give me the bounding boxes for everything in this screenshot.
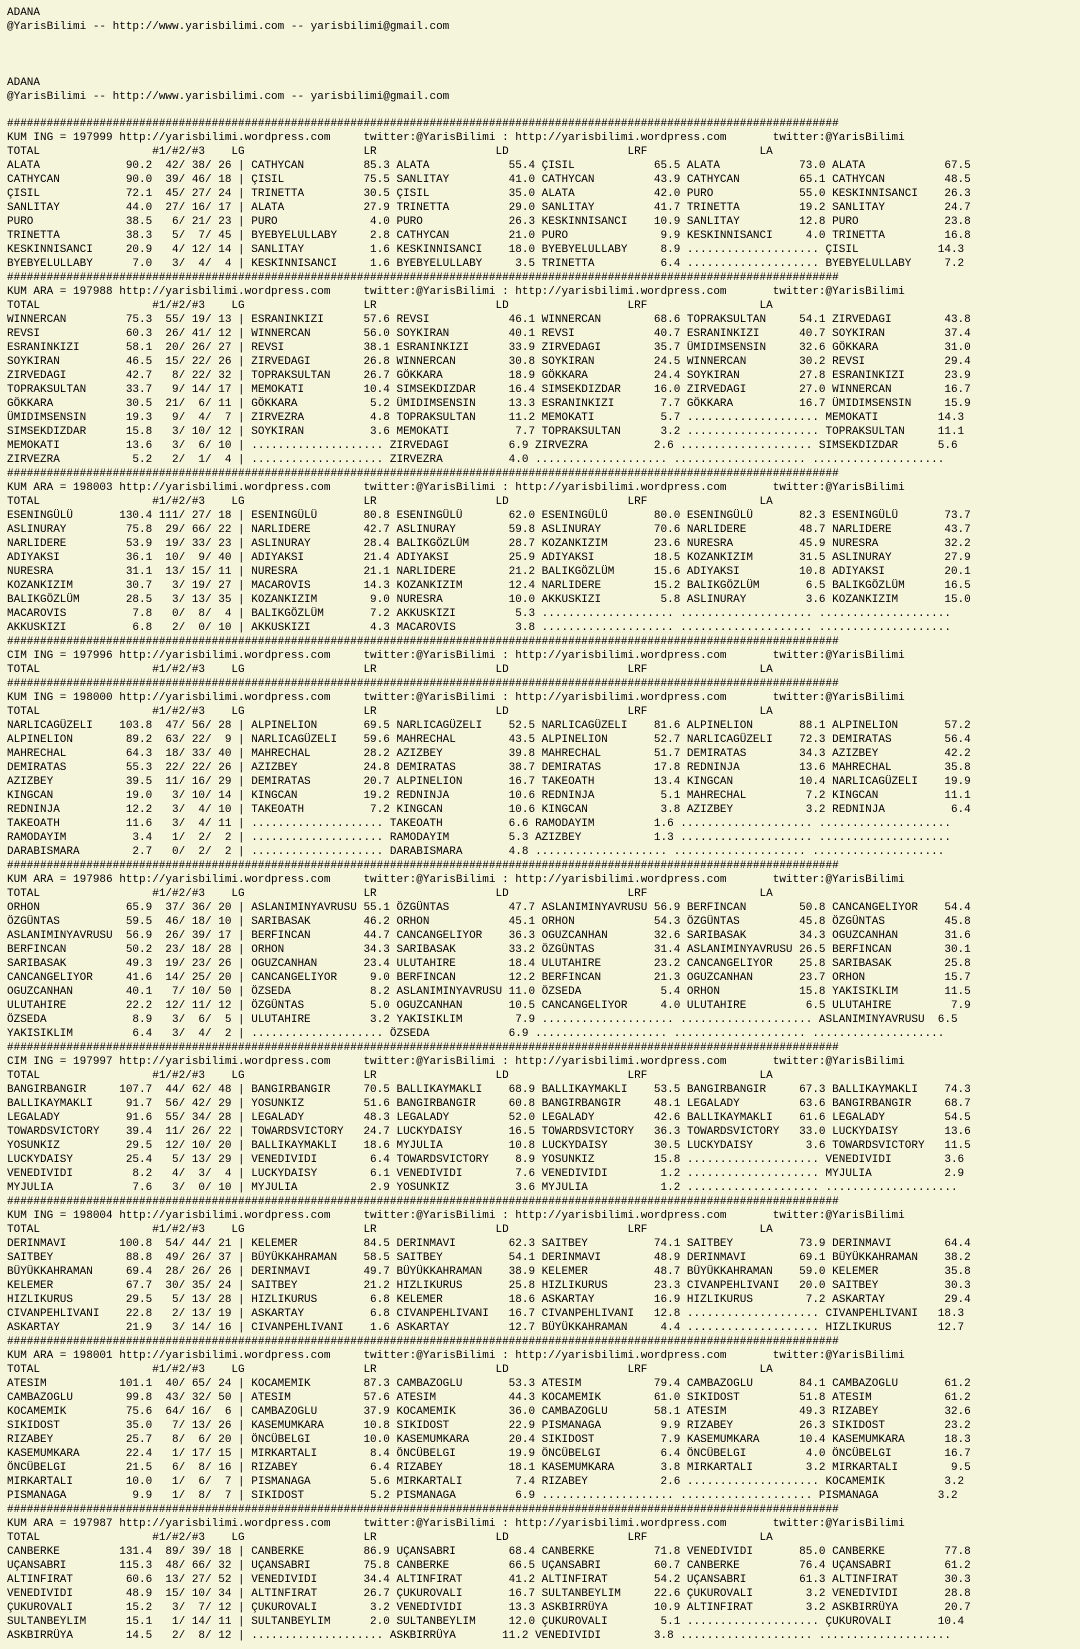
horse-row: DERINMAVI 100.8 54/ 44/ 21 | KELEMER 84.5 DERINMAVI 62.3 SAITBEY 74.1 SAITBEY 73.9 DERINMAVI 64.4 bbox=[7, 1238, 971, 1250]
page-header-repeat bbox=[7, 76, 449, 104]
page-title-repeat: ADANA bbox=[7, 77, 41, 89]
column-header: TOTAL #1/#2/#3 LG LR LD LRF LA bbox=[7, 664, 773, 676]
horse-row: ASLINURAY 75.8 29/ 66/ 22 | NARLIDERE 42.7 ASLINURAY 59.8 ASLINURAY 70.6 NARLIDERE 48.7 NARLIDERE 43.7 bbox=[7, 524, 971, 536]
section-divider: ############################################################################################################################## bbox=[7, 860, 839, 872]
horse-row: AKKUSKIZI 6.8 2/ 0/ 10 | AKKUSKIZI 4.3 MACAROVIS 3.8 .................... .................... .................... bbox=[7, 622, 951, 634]
section-divider: ############################################################################################################################## bbox=[7, 118, 839, 130]
horse-row: ESENINGÜLÜ 130.4 111/ 27/ 18 | ESENINGÜLÜ 80.8 ESENINGÜLÜ 62.0 ESENINGÜLÜ 80.0 ESENINGÜLÜ 82.3 ESENINGÜLÜ 73.7 bbox=[7, 510, 971, 522]
horse-row: KOZANKIZIM 30.7 3/ 19/ 27 | MACAROVIS 14.3 KOZANKIZIM 12.4 NARLIDERE 15.2 BALIKGÖZLÜM 6.5 BALIKGÖZLÜM 16.5 bbox=[7, 580, 971, 592]
section-divider: ############################################################################################################################## bbox=[7, 678, 839, 690]
horse-row: ORHON 65.9 37/ 36/ 20 | ASLANIMINYAVRUSU 55.1 ÖZGÜNTAS 47.7 ASLANIMINYAVRUSU 56.9 BERFINCAN 50.8 CANCANGELIYOR 54.4 bbox=[7, 902, 971, 914]
horse-row: ÖNCÜBELGI 21.5 6/ 8/ 16 | RIZABEY 6.4 RIZABEY 18.1 KASEMUMKARA 3.8 MIRKARTALI 3.2 MIRKARTALI 9.5 bbox=[7, 1462, 971, 1474]
horse-row: NARLICAGÜZELI 103.8 47/ 56/ 28 | ALPINELION 69.5 NARLICAGÜZELI 52.5 NARLICAGÜZELI 81.6 ALPINELION 88.1 ALPINELION 57.2 bbox=[7, 720, 971, 732]
horse-row: BANGIRBANGIR 107.7 44/ 62/ 48 | BANGIRBANGIR 70.5 BALLIKAYMAKLI 68.9 BALLIKAYMAKLI 53.5 BANGIRBANGIR 67.3 BALLIKAYMAKLI 74.3 bbox=[7, 1084, 971, 1096]
horse-row: ADIYAKSI 36.1 10/ 9/ 40 | ADIYAKSI 21.4 ADIYAKSI 25.9 ADIYAKSI 18.5 KOZANKIZIM 31.5 ASLINURAY 27.9 bbox=[7, 552, 971, 564]
section-divider: ############################################################################################################################## bbox=[7, 468, 839, 480]
horse-row: BERFINCAN 50.2 23/ 18/ 28 | ORHON 34.3 SARIBASAK 33.2 ÖZGÜNTAS 31.4 ASLANIMINYAVRUSU 26.5 BERFINCAN 30.1 bbox=[7, 944, 971, 956]
horse-row: CATHYCAN 90.0 39/ 46/ 18 | ÇISIL 75.5 SANLITAY 41.0 CATHYCAN 43.9 CATHYCAN 65.1 CATHYCAN 48.5 bbox=[7, 174, 971, 186]
section-divider: ############################################################################################################################## bbox=[7, 1336, 839, 1348]
horse-row: KINGCAN 19.0 3/ 10/ 14 | KINGCAN 19.2 REDNINJA 10.6 REDNINJA 5.1 MAHRECHAL 7.2 KINGCAN 11.1 bbox=[7, 790, 971, 802]
horse-row: VENEDIVIDI 48.9 15/ 10/ 34 | ALTINFIRAT 26.7 ÇUKUROVALI 16.7 SULTANBEYLIM 22.6 ÇUKUROVALI 3.2 VENEDIVIDI 28.8 bbox=[7, 1588, 971, 1600]
horse-row: RIZABEY 25.7 8/ 6/ 20 | ÖNCÜBELGI 10.0 KASEMUMKARA 20.4 SIKIDOST 7.9 KASEMUMKARA 10.4 KASEMUMKARA 18.3 bbox=[7, 1434, 971, 1446]
horse-row: ASKARTAY 21.9 3/ 14/ 16 | CIVANPEHLIVANI 1.6 ASKARTAY 12.7 BÜYÜKKAHRAMAN 4.4 .................... HIZLIKURUS 12.7 bbox=[7, 1322, 965, 1334]
column-header: TOTAL #1/#2/#3 LG LR LD LRF LA bbox=[7, 1532, 773, 1544]
horse-row: ÖZGÜNTAS 59.5 46/ 18/ 10 | SARIBASAK 46.2 ORHON 45.1 ORHON 54.3 ÖZGÜNTAS 45.8 ÖZGÜNTAS 45.8 bbox=[7, 916, 971, 928]
horse-row: ÜMIDIMSENSIN 19.3 9/ 4/ 7 | ZIRVEZRA 4.8 TOPRAKSULTAN 11.2 MEMOKATI 5.7 .................... MEMOKATI 14.3 bbox=[7, 412, 965, 424]
horse-row: SANLITAY 44.0 27/ 16/ 17 | ALATA 27.9 TRINETTA 29.0 SANLITAY 41.7 TRINETTA 19.2 SANLITAY 24.7 bbox=[7, 202, 971, 214]
horse-row: YAKISIKLIM 6.4 3/ 4/ 2 | .................... ÖZSEDA 6.9 .................... .................... .................... bbox=[7, 1028, 945, 1040]
horse-row: ASKBIRRÜYA 14.5 2/ 8/ 12 | .................... ASKBIRRÜYA 11.2 VENEDIVIDI 3.8 .................... .................... bbox=[7, 1630, 951, 1642]
horse-row: CANBERKE 131.4 89/ 39/ 18 | CANBERKE 86.9 UÇANSABRI 68.4 CANBERKE 71.8 VENEDIVIDI 85.0 CANBERKE 77.8 bbox=[7, 1546, 971, 1558]
horse-row: ATESIM 101.1 40/ 65/ 24 | KOCAMEMIK 87.3 CAMBAZOGLU 53.3 ATESIM 79.4 CAMBAZOGLU 84.1 CAMBAZOGLU 61.2 bbox=[7, 1378, 971, 1390]
horse-row: WINNERCAN 75.3 55/ 19/ 13 | ESRANINKIZI 57.6 REVSI 46.1 WINNERCAN 68.6 TOPRAKSULTAN 54.1 ZIRVEDAGI 43.8 bbox=[7, 314, 971, 326]
column-header: TOTAL #1/#2/#3 LG LR LD LRF LA bbox=[7, 1364, 773, 1376]
race-header: KUM ARA = 197987 http://yarisbilimi.wordpress.com twitter:@YarisBilimi : http://yarisbilimi.wordpress.com twitter:@YarisBilimi bbox=[7, 1518, 905, 1530]
horse-row: GÖKKARA 30.5 21/ 6/ 11 | GÖKKARA 5.2 ÜMIDIMSENSIN 13.3 ESRANINKIZI 7.7 GÖKKARA 16.7 ÜMIDIMSENSIN 15.9 bbox=[7, 398, 971, 410]
horse-row: UÇANSABRI 115.3 48/ 66/ 32 | UÇANSABRI 75.8 CANBERKE 66.5 UÇANSABRI 60.7 CANBERKE 76.4 UÇANSABRI 61.2 bbox=[7, 1560, 971, 1572]
horse-row: SARIBASAK 49.3 19/ 23/ 26 | OGUZCANHAN 23.4 ULUTAHIRE 18.4 ULUTAHIRE 23.2 CANCANGELIYOR 25.8 SARIBASAK 25.8 bbox=[7, 958, 971, 970]
race-stats-report bbox=[7, 117, 971, 1643]
race-header: CIM ING = 197996 http://yarisbilimi.wordpress.com twitter:@YarisBilimi : http://yarisbilimi.wordpress.com twitter:@YarisBilimi bbox=[7, 650, 905, 662]
race-header: KUM ARA = 198003 http://yarisbilimi.wordpress.com twitter:@YarisBilimi : http://yarisbilimi.wordpress.com twitter:@YarisBilimi bbox=[7, 482, 905, 494]
horse-row: NURESRA 31.1 13/ 15/ 11 | NURESRA 21.1 NARLIDERE 21.2 BALIKGÖZLÜM 15.6 ADIYAKSI 10.8 ADIYAKSI 20.1 bbox=[7, 566, 971, 578]
horse-row: ULUTAHIRE 22.2 12/ 11/ 12 | ÖZGÜNTAS 5.0 OGUZCANHAN 10.5 CANCANGELIYOR 4.0 ULUTAHIRE 6.5 ULUTAHIRE 7.9 bbox=[7, 1000, 971, 1012]
horse-row: CAMBAZOGLU 99.8 43/ 32/ 50 | ATESIM 57.6 ATESIM 44.3 KOCAMEMIK 61.0 SIKIDOST 51.8 ATESIM 61.2 bbox=[7, 1392, 971, 1404]
horse-row: SIKIDOST 35.0 7/ 13/ 26 | KASEMUMKARA 10.8 SIKIDOST 22.9 PISMANAGA 9.9 RIZABEY 26.3 SIKIDOST 23.2 bbox=[7, 1420, 971, 1432]
horse-row: OGUZCANHAN 40.1 7/ 10/ 50 | ÖZSEDA 8.2 ASLANIMINYAVRUSU 11.0 ÖZSEDA 5.4 ORHON 15.8 YAKISIKLIM 11.5 bbox=[7, 986, 971, 998]
horse-row: MAHRECHAL 64.3 18/ 33/ 40 | MAHRECHAL 28.2 AZIZBEY 39.8 MAHRECHAL 51.7 DEMIRATAS 34.3 AZIZBEY 42.2 bbox=[7, 748, 971, 760]
horse-row: SIMSEKDIZDAR 15.8 3/ 10/ 12 | SOYKIRAN 3.6 MEMOKATI 7.7 TOPRAKSULTAN 3.2 .................... TOPRAKSULTAN 11.1 bbox=[7, 426, 965, 438]
horse-row: ALATA 90.2 42/ 38/ 26 | CATHYCAN 85.3 ALATA 55.4 ÇISIL 65.5 ALATA 73.0 ALATA 67.5 bbox=[7, 160, 971, 172]
horse-row: NARLIDERE 53.9 19/ 33/ 23 | ASLINURAY 28.4 BALIKGÖZLÜM 28.7 KOZANKIZIM 23.6 NURESRA 45.9 NURESRA 32.2 bbox=[7, 538, 971, 550]
horse-row: TOPRAKSULTAN 33.7 9/ 14/ 17 | MEMOKATI 10.4 SIMSEKDIZDAR 16.4 SIMSEKDIZDAR 16.0 ZIRVEDAGI 27.0 WINNERCAN 16.7 bbox=[7, 384, 971, 396]
horse-row: TRINETTA 38.3 5/ 7/ 45 | BYEBYELULLABY 2.8 CATHYCAN 21.0 PURO 9.9 KESKINNISANCI 4.0 TRINETTA 16.8 bbox=[7, 230, 971, 242]
horse-row: ESRANINKIZI 58.1 20/ 26/ 27 | REVSI 38.1 ESRANINKIZI 33.9 ZIRVEDAGI 35.7 ÜMIDIMSENSIN 32.6 GÖKKARA 31.0 bbox=[7, 342, 971, 354]
horse-row: PURO 38.5 6/ 21/ 23 | PURO 4.0 PURO 26.3 KESKINNISANCI 10.9 SANLITAY 12.8 PURO 23.8 bbox=[7, 216, 971, 228]
column-header: TOTAL #1/#2/#3 LG LR LD LRF LA bbox=[7, 1070, 773, 1082]
section-divider: ############################################################################################################################## bbox=[7, 1504, 839, 1516]
horse-row: KESKINNISANCI 20.9 4/ 12/ 14 | SANLITAY 1.6 KESKINNISANCI 18.0 BYEBYELULLABY 8.9 .................... ÇISIL 14.3 bbox=[7, 244, 965, 256]
horse-row: RAMODAYIM 3.4 1/ 2/ 2 | .................... RAMODAYIM 5.3 AZIZBEY 1.3 .................... .................... bbox=[7, 832, 951, 844]
horse-row: ALPINELION 89.2 63/ 22/ 9 | NARLICAGÜZELI 59.6 MAHRECHAL 43.5 ALPINELION 52.7 NARLICAGÜZELI 72.3 DEMIRATAS 56.4 bbox=[7, 734, 971, 746]
race-header: KUM ING = 197999 http://yarisbilimi.wordpress.com twitter:@YarisBilimi : http://yarisbilimi.wordpress.com twitter:@YarisBilimi bbox=[7, 132, 905, 144]
horse-row: CANCANGELIYOR 41.6 14/ 25/ 20 | CANCANGELIYOR 9.0 BERFINCAN 12.2 BERFINCAN 21.3 OGUZCANHAN 23.7 ORHON 15.7 bbox=[7, 972, 971, 984]
page-title: ADANA bbox=[7, 7, 41, 19]
horse-row: ZIRVEZRA 5.2 2/ 1/ 4 | .................... ZIRVEZRA 4.0 .................... .................... .................... bbox=[7, 454, 945, 466]
horse-row: DEMIRATAS 55.3 22/ 22/ 26 | AZIZBEY 24.8 DEMIRATAS 38.7 DEMIRATAS 17.8 REDNINJA 13.6 MAHRECHAL 35.8 bbox=[7, 762, 971, 774]
horse-row: REDNINJA 12.2 3/ 4/ 10 | TAKEOATH 7.2 KINGCAN 10.6 KINGCAN 3.8 AZIZBEY 3.2 REDNINJA 6.4 bbox=[7, 804, 971, 816]
horse-row: AZIZBEY 39.5 11/ 16/ 29 | DEMIRATAS 20.7 ALPINELION 16.7 TAKEOATH 13.4 KINGCAN 10.4 NARLICAGÜZELI 19.9 bbox=[7, 776, 971, 788]
horse-row: TAKEOATH 11.6 3/ 4/ 11 | .................... TAKEOATH 6.6 RAMODAYIM 1.6 .................... .................... bbox=[7, 818, 951, 830]
horse-row: SAITBEY 88.8 49/ 26/ 37 | BÜYÜKKAHRAMAN 58.5 SAITBEY 54.1 DERINMAVI 48.9 DERINMAVI 69.1 BÜYÜKKAHRAMAN 38.2 bbox=[7, 1252, 971, 1264]
horse-row: LUCKYDAISY 25.4 5/ 13/ 29 | VENEDIVIDI 6.4 TOWARDSVICTORY 8.9 YOSUNKIZ 15.8 .................... VENEDIVIDI 3.6 bbox=[7, 1154, 965, 1166]
horse-row: BYEBYELULLABY 7.0 3/ 4/ 4 | KESKINNISANCI 1.6 BYEBYELULLABY 3.5 TRINETTA 6.4 .................... BYEBYELULLABY 7.2 bbox=[7, 258, 965, 270]
horse-row: MEMOKATI 13.6 3/ 6/ 10 | .................... ZIRVEDAGI 6.9 ZIRVEZRA 2.6 .................... SIMSEKDIZDAR 5.6 bbox=[7, 440, 958, 452]
section-divider: ############################################################################################################################## bbox=[7, 272, 839, 284]
horse-row: BALIKGÖZLÜM 28.5 3/ 13/ 35 | KOZANKIZIM 9.0 NURESRA 10.0 AKKUSKIZI 5.8 ASLINURAY 3.6 KOZANKIZIM 15.0 bbox=[7, 594, 971, 606]
column-header: TOTAL #1/#2/#3 LG LR LD LRF LA bbox=[7, 1224, 773, 1236]
horse-row: HIZLIKURUS 29.5 5/ 13/ 28 | HIZLIKURUS 6.8 KELEMER 18.6 ASKARTAY 16.9 HIZLIKURUS 7.2 ASKARTAY 29.4 bbox=[7, 1294, 971, 1306]
horse-row: MACAROVIS 7.8 0/ 8/ 4 | BALIKGÖZLÜM 7.2 AKKUSKIZI 5.3 .................... .................... .................... bbox=[7, 608, 951, 620]
horse-row: ÇUKUROVALI 15.2 3/ 7/ 12 | ÇUKUROVALI 3.2 VENEDIVIDI 13.3 ASKBIRRÜYA 10.9 ALTINFIRAT 3.2 ASKBIRRÜYA 20.7 bbox=[7, 1602, 971, 1614]
horse-row: REVSI 60.3 26/ 41/ 12 | WINNERCAN 56.0 SOYKIRAN 40.1 REVSI 40.7 ESRANINKIZI 40.7 SOYKIRAN 37.4 bbox=[7, 328, 971, 340]
column-header: TOTAL #1/#2/#3 LG LR LD LRF LA bbox=[7, 496, 773, 508]
column-header: TOTAL #1/#2/#3 LG LR LD LRF LA bbox=[7, 706, 773, 718]
horse-row: KOCAMEMIK 75.6 64/ 16/ 6 | CAMBAZOGLU 37.9 KOCAMEMIK 36.0 CAMBAZOGLU 58.1 ATESIM 49.3 RIZABEY 32.6 bbox=[7, 1406, 971, 1418]
race-header: KUM ARA = 197986 http://yarisbilimi.wordpress.com twitter:@YarisBilimi : http://yarisbilimi.wordpress.com twitter:@YarisBilimi bbox=[7, 874, 905, 886]
race-header: CIM ING = 197997 http://yarisbilimi.wordpress.com twitter:@YarisBilimi : http://yarisbilimi.wordpress.com twitter:@YarisBilimi bbox=[7, 1056, 905, 1068]
race-header: KUM ING = 198000 http://yarisbilimi.wordpress.com twitter:@YarisBilimi : http://yarisbilimi.wordpress.com twitter:@YarisBilimi bbox=[7, 692, 905, 704]
horse-row: ZIRVEDAGI 42.7 8/ 22/ 32 | TOPRAKSULTAN 26.7 GÖKKARA 18.9 GÖKKARA 24.4 SOYKIRAN 27.8 ESRANINKIZI 23.9 bbox=[7, 370, 971, 382]
horse-row: LEGALADY 91.6 55/ 34/ 28 | LEGALADY 48.3 LEGALADY 52.0 LEGALADY 42.6 BALLIKAYMAKLI 61.6 LEGALADY 54.5 bbox=[7, 1112, 971, 1124]
horse-row: ÖZSEDA 8.9 3/ 6/ 5 | ULUTAHIRE 3.2 YAKISIKLIM 7.9 .................... .................... ASLANIMINYAVRUSU 6.5 bbox=[7, 1014, 958, 1026]
horse-row: KELEMER 67.7 30/ 35/ 24 | SAITBEY 21.2 HIZLIKURUS 25.8 HIZLIKURUS 23.3 CIVANPEHLIVANI 20.0 SAITBEY 30.3 bbox=[7, 1280, 971, 1292]
horse-row: SOYKIRAN 46.5 15/ 22/ 26 | ZIRVEDAGI 26.8 WINNERCAN 30.8 SOYKIRAN 24.5 WINNERCAN 30.2 REVSI 29.4 bbox=[7, 356, 971, 368]
column-header: TOTAL #1/#2/#3 LG LR LD LRF LA bbox=[7, 146, 773, 158]
horse-row: PISMANAGA 9.9 1/ 8/ 7 | SIKIDOST 5.2 PISMANAGA 6.9 .................... .................... PISMANAGA 3.2 bbox=[7, 1490, 958, 1502]
horse-row: BALLIKAYMAKLI 91.7 56/ 42/ 29 | YOSUNKIZ 51.6 BANGIRBANGIR 60.8 BANGIRBANGIR 48.1 LEGALADY 63.6 BANGIRBANGIR 68.7 bbox=[7, 1098, 971, 1110]
horse-row: ASLANIMINYAVRUSU 56.9 26/ 39/ 17 | BERFINCAN 44.7 CANCANGELIYOR 36.3 OGUZCANHAN 32.6 SARIBASAK 34.3 OGUZCANHAN 31.6 bbox=[7, 930, 971, 942]
contact-line: @YarisBilimi -- http://www.yarisbilimi.com -- yarisbilimi@gmail.com bbox=[7, 21, 450, 33]
horse-row: KASEMUMKARA 22.4 1/ 17/ 15 | MIRKARTALI 8.4 ÖNCÜBELGI 19.9 ÖNCÜBELGI 6.4 ÖNCÜBELGI 4.0 ÖNCÜBELGI 16.7 bbox=[7, 1448, 971, 1460]
race-header: KUM ARA = 198001 http://yarisbilimi.wordpress.com twitter:@YarisBilimi : http://yarisbilimi.wordpress.com twitter:@YarisBilimi bbox=[7, 1350, 905, 1362]
section-divider: ############################################################################################################################## bbox=[7, 1042, 839, 1054]
horse-row: MYJULIA 7.6 3/ 0/ 10 | MYJULIA 2.9 YOSUNKIZ 3.6 MYJULIA 1.2 .................... .................... bbox=[7, 1182, 958, 1194]
page-header bbox=[7, 6, 449, 34]
horse-row: BÜYÜKKAHRAMAN 69.4 28/ 26/ 26 | DERINMAVI 49.7 BÜYÜKKAHRAMAN 38.9 KELEMER 48.7 BÜYÜKKAHRAMAN 59.0 KELEMER 35.8 bbox=[7, 1266, 971, 1278]
horse-row: SULTANBEYLIM 15.1 1/ 14/ 11 | SULTANBEYLIM 2.0 SULTANBEYLIM 12.0 ÇUKUROVALI 5.1 .................... ÇUKUROVALI 10.4 bbox=[7, 1616, 965, 1628]
contact-line-repeat: @YarisBilimi -- http://www.yarisbilimi.com -- yarisbilimi@gmail.com bbox=[7, 91, 450, 103]
horse-row: DARABISMARA 2.7 0/ 2/ 2 | .................... DARABISMARA 4.8 .................... .................... .................... bbox=[7, 846, 945, 858]
horse-row: YOSUNKIZ 29.5 12/ 10/ 20 | BALLIKAYMAKLI 18.6 MYJULIA 10.8 LUCKYDAISY 30.5 LUCKYDAISY 3.6 TOWARDSVICTORY 11.5 bbox=[7, 1140, 971, 1152]
horse-row: CIVANPEHLIVANI 22.8 2/ 13/ 19 | ASKARTAY 6.8 CIVANPEHLIVANI 16.7 CIVANPEHLIVANI 12.8 .................... CIVANPEHLIVANI 18.3 bbox=[7, 1308, 965, 1320]
section-divider: ############################################################################################################################## bbox=[7, 636, 839, 648]
horse-row: ÇISIL 72.1 45/ 27/ 24 | TRINETTA 30.5 ÇISIL 35.0 ALATA 42.0 PURO 55.0 KESKINNISANCI 26.3 bbox=[7, 188, 971, 200]
horse-row: MIRKARTALI 10.0 1/ 6/ 7 | PISMANAGA 5.6 MIRKARTALI 7.4 RIZABEY 2.6 .................... KOCAMEMIK 3.2 bbox=[7, 1476, 965, 1488]
race-header: KUM ARA = 197988 http://yarisbilimi.wordpress.com twitter:@YarisBilimi : http://yarisbilimi.wordpress.com twitter:@YarisBilimi bbox=[7, 286, 905, 298]
section-divider: ############################################################################################################################## bbox=[7, 1196, 839, 1208]
horse-row: VENEDIVIDI 8.2 4/ 3/ 4 | LUCKYDAISY 6.1 VENEDIVIDI 7.6 VENEDIVIDI 1.2 .................... MYJULIA 2.9 bbox=[7, 1168, 965, 1180]
horse-row: TOWARDSVICTORY 39.4 11/ 26/ 22 | TOWARDSVICTORY 24.7 LUCKYDAISY 16.5 TOWARDSVICTORY 36.3 TOWARDSVICTORY 33.0 LUCKYDAISY 13.6 bbox=[7, 1126, 971, 1138]
column-header: TOTAL #1/#2/#3 LG LR LD LRF LA bbox=[7, 300, 773, 312]
horse-row: ALTINFIRAT 60.6 13/ 27/ 52 | VENEDIVIDI 34.4 ALTINFIRAT 41.2 ALTINFIRAT 54.2 UÇANSABRI 61.3 ALTINFIRAT 30.3 bbox=[7, 1574, 971, 1586]
race-header: KUM ING = 198004 http://yarisbilimi.wordpress.com twitter:@YarisBilimi : http://yarisbilimi.wordpress.com twitter:@YarisBilimi bbox=[7, 1210, 905, 1222]
column-header: TOTAL #1/#2/#3 LG LR LD LRF LA bbox=[7, 888, 773, 900]
